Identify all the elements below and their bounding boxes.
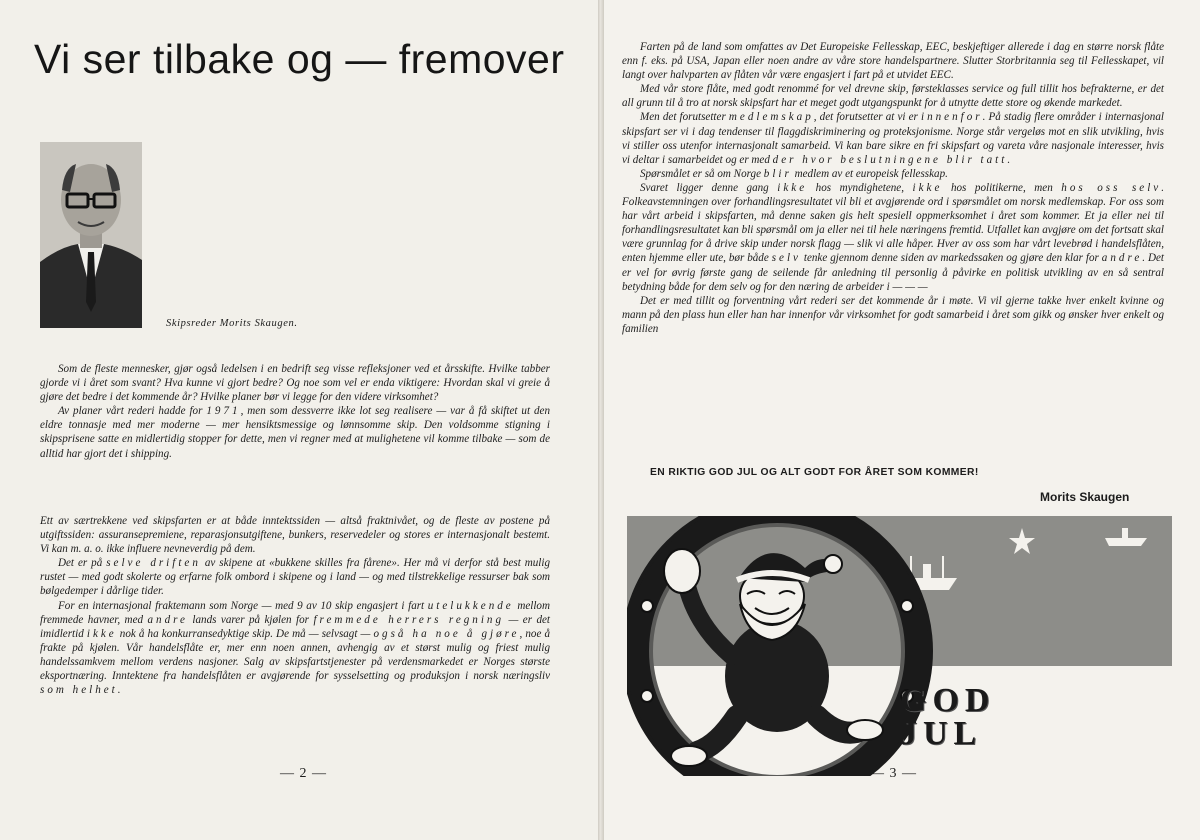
text-run: . [1007, 153, 1011, 166]
paragraph: Det er med tillit og forventning vårt rederi ser det kommende år i møte. Vi vil gjerne takke hver enkelt kvinne og mann på den plass hun eller han har innenfor vår virksomhet for godt samarbeid i året som gikk og ønsker hver enkelt og familien [622, 294, 1164, 335]
text-run: — er det imidlertid [40, 613, 551, 640]
text-run: Spørsmålet er så om Norge [640, 167, 764, 180]
paragraph: Farten på de land som omfattes av Det Europeiske Fellesskap, EEC, beskjeftiger allerede i dag en større norsk flåte enn f. eks. på USA, Japan eller noen andre av våre store handelspartnere. Slutter Storbritannia seg til Fellesskapet, vil langt over halvparten av flåten vår være engasjert i fart på et utvidet EEC. [622, 41, 1164, 82]
signature-name: Morits Skaugen [1040, 490, 1130, 504]
text-run: . På stadig flere områder i internasjonal skipsfart ser vi i dag tendenser til flaggdiskriminering og proteksjonisme. Norge står vergeløs mot en slik utvikling, hvis vi stiller oss utenfor internasjonalt samarbeid. Vi kan bare sikre en fri skipsfart og vareta våre nasjonale interesser, hvis vi deltar i samarbeidet og er med [622, 111, 1164, 166]
paragraph [622, 110, 1164, 166]
page-headline: Vi ser tilbake og — fremover [34, 36, 565, 82]
emphasis-text: andre [1101, 252, 1143, 265]
text-run: hos myndighetene, [807, 181, 913, 194]
right-page [600, 0, 1200, 840]
emphasis-text: ikke [86, 627, 117, 640]
emphasis-text: utelukkende [427, 599, 514, 612]
text-run: . Folkeavstemningen over forhandlingsresultatet vil bli et avgjørende ord i spørsmålet om norsk medlemskap. For oss som har vårt arbeid i skipsfarten, må denne saken gis helt spesiell oppmerksomhet i året som kommer. Et ja eller nei til forhandlingsresultatet kan bli spørsmål om ja eller nei til hele næringens fremtid. Utfallet kan avgjøre om det fortsatt skal være grunnlag for å drive skip under norsk flagg — slik vi alle håper. Hver av oss som har vårt levebrød i handelsflåten, enten hjemme eller ute, bør både [622, 181, 1164, 265]
portrait-illustration [40, 142, 142, 328]
text-run: , men som dessverre ikke lot seg realisere — var å få skiftet ut den eldre tonnasje med mer moderne — mer hensiktsmessige og lønnsomme skip. Den voldsomme stigning i skipsprisene satte en midlertidig stopper for dette, men vi regner med at mulighetene vil komme tilbake — som de alltid har gjort det i shipping. [40, 405, 550, 460]
left-text-block-1 [40, 362, 550, 461]
paragraph [40, 404, 550, 460]
closing-greeting: EN RIKTIG GOD JUL OG ALT GODT FOR ÅRET SOM KOMMER! [650, 467, 979, 478]
text-run: hos politikerne, men [942, 181, 1062, 194]
paragraph: Som de fleste mennesker, gjør også ledelsen i en bedrift seg visse refleksjoner ved et årsskifte. Hvilke tabber gjorde vi i året som svant? Hva kunne vi gjort bedre? Og noe som vel er enda viktigere: Hvordan skal vi greie å gjøre det bedre i det kommende år? Hvilke planer bør vi legge for den videre virksomhet? [40, 363, 550, 404]
emphasis-text: som helhet [40, 684, 118, 697]
emphasis-text: der hvor beslutningene blir tatt [772, 153, 1008, 166]
paragraph [40, 599, 550, 698]
right-text-block [622, 40, 1164, 336]
text-run: av skipene at «bukkene skilles fra fårene». Her må vi derfor stå best mulig rustet — med godt skolerte og erfarne folk ombord i skipene og i land — og med tilstrekkelige ressurser bak som bølgedemper i dårlige tider. [40, 557, 550, 598]
emphasis-text: fremmede herrers regning [313, 613, 505, 626]
page-number: — 3 — [870, 766, 917, 781]
god-jul-lettering [900, 684, 995, 750]
emphasis-text: ikke [777, 181, 808, 194]
text-run: tenke gjennom denne siden av markedssaken og gjøre den klar for [800, 252, 1102, 265]
paragraph: Ett av særtrekkene ved skipsfarten er at både inntektssiden — altså fraktnivået, og de fleste av postene på utgiftssiden: assuransepremiene, reparasjonsutgiftene, bunkers, reservedeler og stores er internasjonalt bestemt. Vi kan m. a. o. ikke influere nevneverdig på dem. [40, 515, 550, 556]
text-run: Av planer vårt rederi hadde for [58, 405, 207, 418]
emphasis-text: blir [763, 167, 792, 180]
text-run: , det forutsetter at vi er [813, 111, 921, 124]
greeting-line-2: JUL [900, 715, 983, 752]
text-run: lands varer på kjølen for [187, 613, 314, 626]
text-run: Svaret ligger denne gang [640, 181, 778, 194]
text-run: , noe å frakte på kjølen. Vår handelsflåte er, mer enn noen annen, avhengig av et størst mulig og friest mulig handelssamkvem mellom verdens nasjoner. Salg av skipsfartstjenester på verdensmarkedet er Norges største eksportnæring. Inntektene fra handelsflåten er avgjørende for sysselsetting og produksjon i norsk næringsliv [40, 627, 551, 683]
page-gutter [598, 0, 604, 840]
text-run: . [117, 684, 121, 697]
greeting-line-1: GOD [900, 682, 996, 719]
paragraph: Med vår store flåte, med godt renommé for vel drevne skip, førsteklasses service og full tillit hos befrakterne, er det all grunn til å tro at norsk skipsfart har et meget godt utgangspunkt for å utnytte dette store og økende markedet. [622, 83, 1164, 110]
paragraph [622, 167, 1164, 181]
text-run: mellom fremmede havner, med [40, 599, 550, 626]
emphasis-text: også ha noe å gjøre [373, 627, 520, 640]
emphasis-text: hos oss selv [1061, 181, 1162, 194]
text-run: . Det er vel for øvrig første gang de seilende får anledning til personlig å påvirke en politisk utvikling av en så sentral betydning både for dem selv og for den næring de arbeider i — — — [622, 252, 1164, 293]
paragraph [40, 556, 550, 598]
text-run: nok å ha konkurransedyktige skip. De må — selvsagt — [116, 627, 374, 640]
emphasis-text: selv [771, 252, 801, 265]
text-run: Men det forutsetter [640, 111, 729, 124]
emphasis-text: ikke [912, 181, 943, 194]
portrait-photo [40, 142, 142, 328]
page-number: — 2 — [280, 766, 327, 781]
text-run: For en internasjonal fraktemann som Norge — med 9 av 10 skip engasjert i fart [58, 599, 428, 612]
emphasis-text: innenfor [920, 111, 983, 124]
photo-caption: Skipsreder Morits Skaugen. [166, 318, 298, 329]
year-text: 1971 [206, 405, 241, 418]
emphasis-text: selve driften [106, 557, 201, 570]
text-run: Det er på [58, 557, 107, 570]
text-run: medlem av et europeisk fellesskap. [791, 167, 948, 180]
left-text-block-2 [40, 514, 550, 697]
paragraph [622, 181, 1164, 294]
emphasis-text: andre [147, 613, 188, 626]
emphasis-text: medlemskap [728, 111, 814, 124]
